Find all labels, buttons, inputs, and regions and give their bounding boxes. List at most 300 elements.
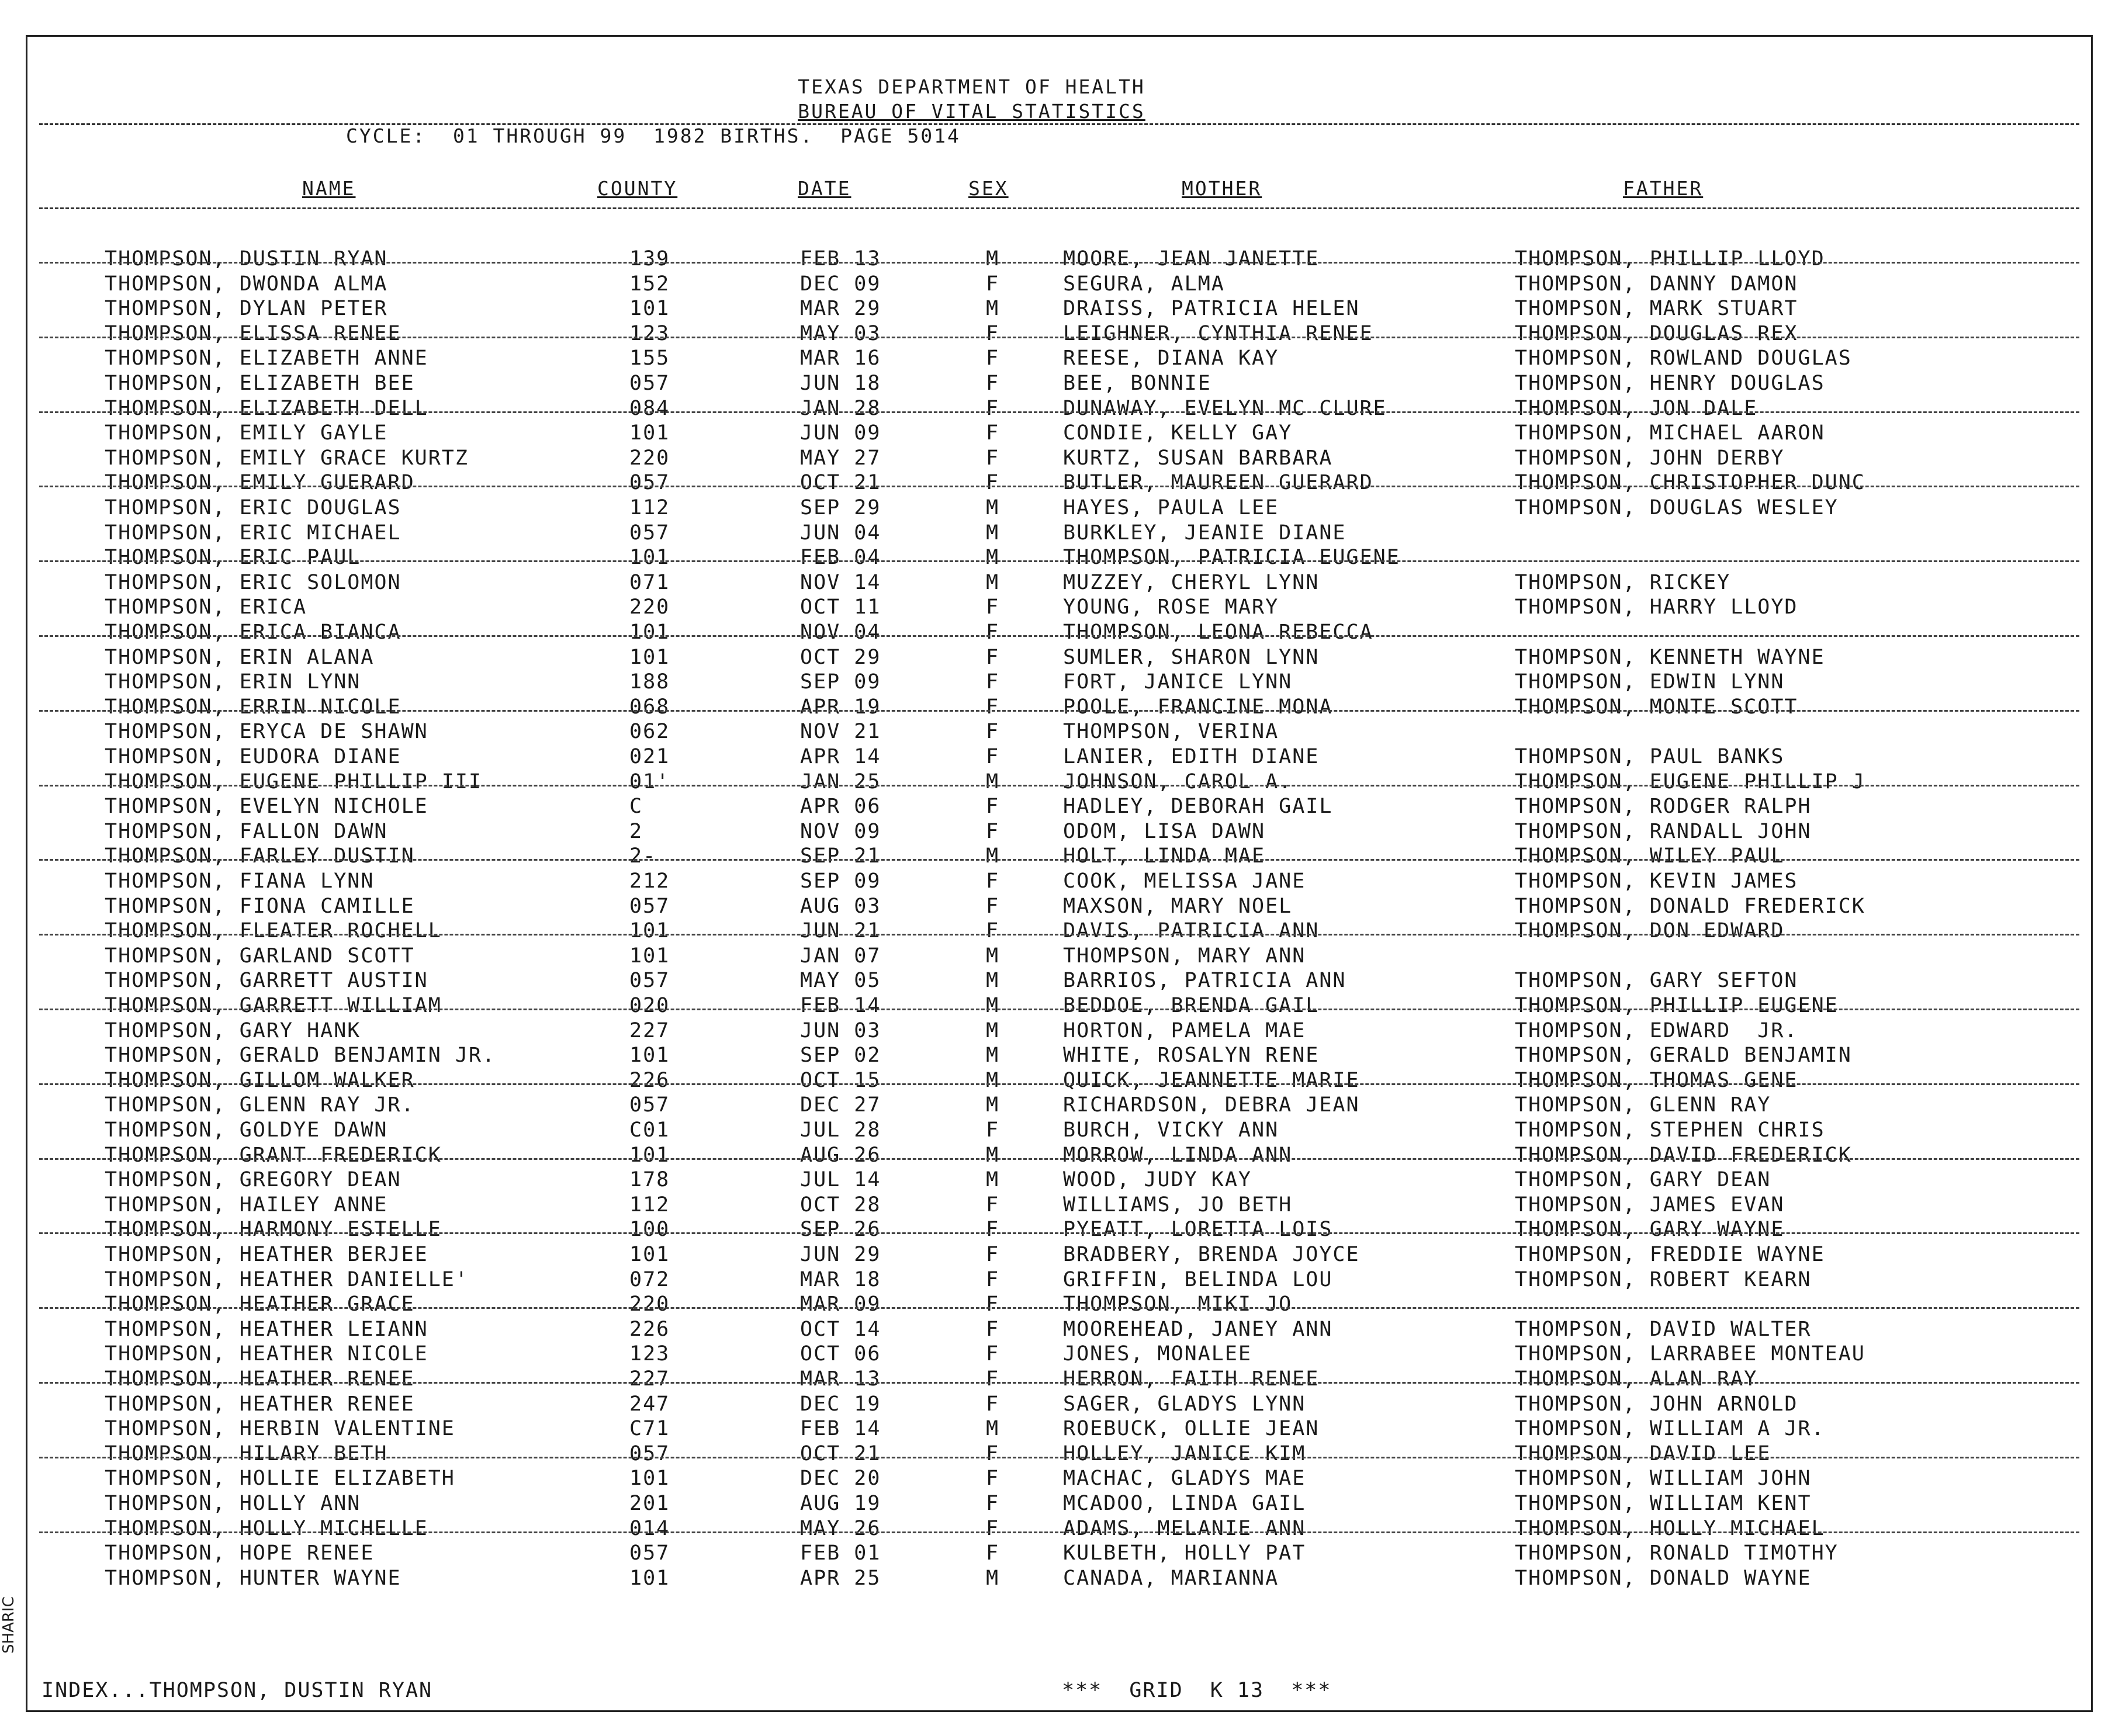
cell-name: THOMPSON, EUGENE PHILLIP III: [105, 770, 483, 793]
cell-name: THOMPSON, HOPE RENEE: [105, 1541, 375, 1565]
cell-name: THOMPSON, EMILY GAYLE: [105, 421, 388, 445]
cell-father: THOMPSON, EDWIN LYNN: [1515, 670, 1785, 694]
cell-name: THOMPSON, HERBIN VALENTINE: [105, 1417, 455, 1441]
cell-date: JAN 25: [800, 770, 881, 793]
cell-name: THOMPSON, EMILY GUERARD: [105, 471, 415, 495]
cell-date: FEB 13: [800, 247, 881, 271]
table-row: [27, 1118, 2091, 1144]
cell-date: OCT 29: [800, 645, 881, 669]
cell-name: THOMPSON, ERYCA DE SHAWN: [105, 720, 428, 744]
department-title: TEXAS DEPARTMENT OF HEALTH: [798, 75, 1145, 98]
cell-date: OCT 28: [800, 1193, 881, 1217]
cell-county: 057: [629, 471, 670, 495]
cell-name: THOMPSON, EVELYN NICHOLE: [105, 795, 428, 819]
cell-sex: M: [986, 1018, 1000, 1042]
cell-date: APR 14: [800, 745, 881, 768]
cell-county: 101: [629, 1467, 670, 1491]
cell-mother: GRIFFIN, BELINDA LOU: [1063, 1267, 1333, 1291]
cell-date: MAR 09: [800, 1293, 881, 1316]
cell-father: THOMPSON, DONALD WAYNE: [1515, 1566, 1812, 1590]
cell-county: 057: [629, 894, 670, 918]
cell-name: THOMPSON, GARY HANK: [105, 1018, 361, 1042]
cell-sex: F: [986, 1218, 1000, 1242]
cell-sex: F: [986, 1267, 1000, 1291]
cell-county: 101: [629, 919, 670, 943]
cell-father: THOMPSON, DON EDWARD: [1515, 919, 1785, 943]
cell-date: FEB 14: [800, 994, 881, 1017]
cell-county: 014: [629, 1516, 670, 1540]
cell-county: 212: [629, 869, 670, 893]
cell-name: THOMPSON, ELIZABETH BEE: [105, 372, 415, 395]
row-separator: [39, 859, 2079, 861]
cell-name: THOMPSON, EMILY GRACE KURTZ: [105, 446, 469, 470]
cell-father: THOMPSON, HENRY DOUGLAS: [1515, 372, 1825, 395]
cell-father: THOMPSON, PHILLIP LLOYD: [1515, 247, 1825, 271]
cell-date: OCT 06: [800, 1342, 881, 1366]
cell-sex: F: [986, 1367, 1000, 1391]
cell-name: THOMPSON, FIANA LYNN: [105, 869, 375, 893]
cell-sex: M: [986, 1168, 1000, 1192]
cell-county: 227: [629, 1367, 670, 1391]
table-row: [27, 670, 2091, 695]
table-row: [27, 421, 2091, 446]
cell-mother: ODOM, LISA DAWN: [1063, 819, 1266, 843]
cell-mother: DRAISS, PATRICIA HELEN: [1063, 297, 1360, 321]
table-row: [27, 770, 2091, 795]
cell-date: JUL 28: [800, 1118, 881, 1142]
cell-date: OCT 15: [800, 1068, 881, 1092]
table-row: [27, 795, 2091, 820]
cell-name: THOMPSON, FARLEY DUSTIN: [105, 844, 415, 868]
cell-mother: SAGER, GLADYS LYNN: [1063, 1392, 1306, 1416]
cell-name: THOMPSON, HEATHER DANIELLE': [105, 1267, 469, 1291]
cell-father: THOMPSON, DAVID WALTER: [1515, 1317, 1812, 1341]
cell-sex: F: [986, 1492, 1000, 1515]
cell-mother: THOMPSON, LEONA REBECCA: [1063, 621, 1373, 644]
cell-county: 057: [629, 969, 670, 993]
cell-sex: M: [986, 844, 1000, 868]
cell-father: THOMPSON, THOMAS GENE: [1515, 1068, 1798, 1092]
cell-name: THOMPSON, ELIZABETH DELL: [105, 396, 428, 420]
cell-name: THOMPSON, GOLDYE DAWN: [105, 1118, 388, 1142]
cell-sex: M: [986, 546, 1000, 570]
cell-sex: F: [986, 869, 1000, 893]
cell-name: THOMPSON, HEATHER RENEE: [105, 1392, 415, 1416]
cell-date: JUL 14: [800, 1168, 881, 1192]
cell-mother: HORTON, PAMELA MAE: [1063, 1018, 1306, 1042]
cell-mother: RICHARDSON, DEBRA JEAN: [1063, 1093, 1360, 1117]
cell-county: 100: [629, 1218, 670, 1242]
cell-father: THOMPSON, PAUL BANKS: [1515, 745, 1785, 768]
cell-sex: F: [986, 321, 1000, 345]
cell-name: THOMPSON, GARRETT AUSTIN: [105, 969, 428, 993]
cell-name: THOMPSON, ERIN LYNN: [105, 670, 361, 694]
cell-sex: M: [986, 496, 1000, 519]
cell-name: THOMPSON, HEATHER NICOLE: [105, 1342, 428, 1366]
cell-county: 101: [629, 944, 670, 968]
cell-sex: F: [986, 1516, 1000, 1540]
cell-county: 247: [629, 1392, 670, 1416]
cell-sex: F: [986, 894, 1000, 918]
cell-date: MAY 26: [800, 1516, 881, 1540]
row-separator: [39, 486, 2079, 487]
table-row: [27, 272, 2091, 297]
cell-county: 188: [629, 670, 670, 694]
cell-father: THOMPSON, RANDALL JOHN: [1515, 819, 1812, 843]
row-separator: [39, 262, 2079, 264]
cell-mother: BEDDOE, BRENDA GAIL: [1063, 994, 1320, 1017]
cell-date: AUG 26: [800, 1143, 881, 1167]
cell-father: THOMPSON, RICKEY: [1515, 570, 1731, 594]
table-row: [27, 994, 2091, 1019]
cell-name: THOMPSON, HAILEY ANNE: [105, 1193, 388, 1217]
grid-footer: *** GRID K 13 ***: [1062, 1679, 1332, 1702]
table-row: [27, 322, 2091, 347]
cell-mother: BEE, BONNIE: [1063, 372, 1211, 395]
cell-father: THOMPSON, WILLIAM A JR.: [1515, 1417, 1825, 1441]
cell-mother: YOUNG, ROSE MARY: [1063, 595, 1279, 619]
column-header-county: COUNTY: [597, 177, 678, 200]
cell-county: 072: [629, 1267, 670, 1291]
cell-mother: MAXSON, MARY NOEL: [1063, 894, 1293, 918]
table-row: [27, 546, 2091, 571]
cell-county: 152: [629, 272, 670, 296]
side-mark: SHARIC: [0, 1596, 18, 1654]
cell-date: SEP 29: [800, 496, 881, 519]
index-footer: INDEX...THOMPSON, DUSTIN RYAN: [41, 1679, 433, 1702]
record-page: [26, 35, 2093, 1712]
row-separator: [39, 1531, 2079, 1533]
table-row: [27, 969, 2091, 994]
table-row: [27, 1193, 2091, 1218]
cell-father: THOMPSON, DAVID LEE: [1515, 1442, 1771, 1465]
table-row: [27, 446, 2091, 472]
row-separator: [39, 1457, 2079, 1458]
cell-name: THOMPSON, HEATHER RENEE: [105, 1367, 415, 1391]
cell-mother: JOHNSON, CAROL A.: [1063, 770, 1293, 793]
cell-father: THOMPSON, MARK STUART: [1515, 297, 1798, 321]
header-divider-bottom: [39, 207, 2079, 209]
cell-sex: M: [986, 969, 1000, 993]
cell-name: THOMPSON, ERIC MICHAEL: [105, 521, 401, 545]
cell-mother: ADAMS, MELANIE ANN: [1063, 1516, 1306, 1540]
cell-date: JUN 03: [800, 1018, 881, 1042]
cell-date: FEB 01: [800, 1541, 881, 1565]
cell-county: 226: [629, 1068, 670, 1092]
cell-county: 057: [629, 1093, 670, 1117]
cell-sex: F: [986, 695, 1000, 719]
cell-name: THOMPSON, ERIC DOUGLAS: [105, 496, 401, 519]
cell-name: THOMPSON, ERICA BIANCA: [105, 621, 401, 644]
cell-mother: MORROW, LINDA ANN: [1063, 1143, 1293, 1167]
table-row: [27, 1442, 2091, 1467]
table-row: [27, 595, 2091, 621]
cell-date: JUN 04: [800, 521, 881, 545]
cell-mother: BARRIOS, PATRICIA ANN: [1063, 969, 1346, 993]
cell-name: THOMPSON, HOLLY ANN: [105, 1492, 361, 1515]
cell-mother: WILLIAMS, JO BETH: [1063, 1193, 1293, 1217]
cell-date: NOV 09: [800, 819, 881, 843]
cell-date: OCT 14: [800, 1317, 881, 1341]
cell-sex: F: [986, 471, 1000, 495]
cell-county: 226: [629, 1317, 670, 1341]
cell-name: THOMPSON, ERIN ALANA: [105, 645, 375, 669]
cell-mother: THOMPSON, PATRICIA EUGENE: [1063, 546, 1400, 570]
table-row: [27, 1417, 2091, 1442]
table-row: [27, 1392, 2091, 1418]
cell-name: THOMPSON, EUDORA DIANE: [105, 745, 401, 768]
cell-date: DEC 20: [800, 1467, 881, 1491]
cell-name: THOMPSON, DYLAN PETER: [105, 297, 388, 321]
table-row: [27, 1517, 2091, 1542]
cell-mother: HOLT, LINDA MAE: [1063, 844, 1266, 868]
cell-mother: MCADOO, LINDA GAIL: [1063, 1492, 1306, 1515]
cell-county: 101: [629, 421, 670, 445]
cell-sex: M: [986, 1143, 1000, 1167]
cell-name: THOMPSON, FALLON DAWN: [105, 819, 388, 843]
table-row: [27, 346, 2091, 372]
cell-father: THOMPSON, ALAN RAY: [1515, 1367, 1758, 1391]
cell-name: THOMPSON, FLEATER ROCHELL: [105, 919, 442, 943]
cell-father: THOMPSON, EUGENE PHILLIP J: [1515, 770, 1865, 793]
cell-date: FEB 14: [800, 1417, 881, 1441]
cell-mother: QUICK, JEANNETTE MARIE: [1063, 1068, 1360, 1092]
cell-sex: M: [986, 994, 1000, 1017]
table-row: [27, 720, 2091, 745]
cell-name: THOMPSON, GARRETT WILLIAM: [105, 994, 442, 1017]
cell-date: JAN 07: [800, 944, 881, 968]
cell-sex: F: [986, 720, 1000, 744]
cell-father: THOMPSON, WILLIAM JOHN: [1515, 1467, 1812, 1491]
cell-name: THOMPSON, GARLAND SCOTT: [105, 944, 415, 968]
cell-father: THOMPSON, HOLLY MICHAEL: [1515, 1516, 1825, 1540]
table-row: [27, 1168, 2091, 1193]
cell-county: 220: [629, 446, 670, 470]
cell-mother: POOLE, FRANCINE MONA: [1063, 695, 1333, 719]
cell-sex: F: [986, 670, 1000, 694]
cell-county: 057: [629, 372, 670, 395]
cell-date: JUN 18: [800, 372, 881, 395]
cell-sex: M: [986, 1068, 1000, 1092]
cell-mother: BURKLEY, JEANIE DIANE: [1063, 521, 1346, 545]
cell-mother: JONES, MONALEE: [1063, 1342, 1252, 1366]
cell-sex: M: [986, 297, 1000, 321]
table-row: [27, 944, 2091, 969]
cell-county: 021: [629, 745, 670, 768]
row-separator: [39, 411, 2079, 413]
cell-date: JUN 21: [800, 919, 881, 943]
cell-county: 101: [629, 645, 670, 669]
cell-county: 123: [629, 1342, 670, 1366]
cell-date: APR 25: [800, 1566, 881, 1590]
cell-date: SEP 09: [800, 869, 881, 893]
cell-mother: HOLLEY, JANICE KIM: [1063, 1442, 1306, 1465]
cell-mother: THOMPSON, MARY ANN: [1063, 944, 1306, 968]
cell-date: MAY 03: [800, 321, 881, 345]
cell-sex: F: [986, 595, 1000, 619]
cell-mother: CANADA, MARIANNA: [1063, 1566, 1279, 1590]
table-row: [27, 496, 2091, 521]
cell-county: 057: [629, 1541, 670, 1565]
cell-father: THOMPSON, GARY WAYNE: [1515, 1218, 1785, 1242]
cell-county: 101: [629, 1243, 670, 1266]
table-row: [27, 397, 2091, 422]
cell-sex: F: [986, 1541, 1000, 1565]
cell-mother: KULBETH, HOLLY PAT: [1063, 1541, 1306, 1565]
cell-county: C01: [629, 1118, 670, 1142]
cell-sex: F: [986, 1118, 1000, 1142]
column-header-name: NAME: [302, 177, 356, 200]
cell-date: OCT 21: [800, 471, 881, 495]
cell-county: 178: [629, 1168, 670, 1192]
cell-name: THOMPSON, GERALD BENJAMIN JR.: [105, 1044, 496, 1068]
row-separator: [39, 1382, 2079, 1384]
row-separator: [39, 1083, 2079, 1085]
cell-mother: HADLEY, DEBORAH GAIL: [1063, 795, 1333, 819]
cell-county: 068: [629, 695, 670, 719]
cell-mother: SEGURA, ALMA: [1063, 272, 1225, 296]
cell-county: 101: [629, 1143, 670, 1167]
table-row: [27, 1093, 2091, 1118]
cell-name: THOMPSON, ELIZABETH ANNE: [105, 346, 428, 370]
cell-date: DEC 27: [800, 1093, 881, 1117]
cell-sex: F: [986, 446, 1000, 470]
cell-date: SEP 02: [800, 1044, 881, 1068]
table-row: [27, 521, 2091, 546]
cell-father: THOMPSON, RONALD TIMOTHY: [1515, 1541, 1839, 1565]
cell-sex: M: [986, 1093, 1000, 1117]
cell-county: 057: [629, 1442, 670, 1465]
cell-father: THOMPSON, DAVID FREDERICK: [1515, 1143, 1852, 1167]
cell-mother: WOOD, JUDY KAY: [1063, 1168, 1252, 1192]
cell-sex: M: [986, 521, 1000, 545]
cell-sex: F: [986, 819, 1000, 843]
cell-name: THOMPSON, DUSTIN RYAN: [105, 247, 388, 271]
cell-mother: CONDIE, KELLY GAY: [1063, 421, 1293, 445]
column-header-sex: SEX: [968, 177, 1009, 200]
cell-mother: REESE, DIANA KAY: [1063, 346, 1279, 370]
cell-father: THOMPSON, GERALD BENJAMIN: [1515, 1044, 1852, 1068]
cell-date: NOV 14: [800, 570, 881, 594]
table-row: [27, 1044, 2091, 1069]
table-row: [27, 1367, 2091, 1392]
cell-mother: MACHAC, GLADYS MAE: [1063, 1467, 1306, 1491]
cell-date: MAY 27: [800, 446, 881, 470]
cell-name: THOMPSON, ERICA: [105, 595, 307, 619]
cell-county: 101: [629, 1044, 670, 1068]
cell-county: 101: [629, 1566, 670, 1590]
cell-father: THOMPSON, DANNY DAMON: [1515, 272, 1798, 296]
cell-father: THOMPSON, FREDDIE WAYNE: [1515, 1243, 1825, 1266]
table-row: [27, 869, 2091, 895]
cell-name: THOMPSON, ELISSA RENEE: [105, 321, 401, 345]
cell-sex: F: [986, 1467, 1000, 1491]
cell-father: THOMPSON, ROWLAND DOUGLAS: [1515, 346, 1852, 370]
table-row: [27, 895, 2091, 920]
cell-mother: DUNAWAY, EVELYN MC CLURE: [1063, 396, 1387, 420]
cell-mother: BRADBERY, BRENDA JOYCE: [1063, 1243, 1360, 1266]
cell-county: 112: [629, 1193, 670, 1217]
cell-sex: M: [986, 770, 1000, 793]
cell-name: THOMPSON, GRANT FREDERICK: [105, 1143, 442, 1167]
row-separator: [39, 1158, 2079, 1160]
cell-date: APR 19: [800, 695, 881, 719]
cell-father: THOMPSON, GARY DEAN: [1515, 1168, 1771, 1192]
cell-mother: THOMPSON, MIKI JO: [1063, 1293, 1293, 1316]
cell-county: 155: [629, 346, 670, 370]
table-row: [27, 1293, 2091, 1318]
cell-date: MAR 13: [800, 1367, 881, 1391]
cell-county: 2-: [629, 844, 657, 868]
cell-sex: F: [986, 1392, 1000, 1416]
cell-father: THOMPSON, CHRISTOPHER DUNC: [1515, 471, 1865, 495]
row-separator: [39, 1307, 2079, 1309]
cell-date: DEC 19: [800, 1392, 881, 1416]
cell-name: THOMPSON, HUNTER WAYNE: [105, 1566, 401, 1590]
cell-father: THOMPSON, JOHN DERBY: [1515, 446, 1785, 470]
cell-father: THOMPSON, JOHN ARNOLD: [1515, 1392, 1798, 1416]
cell-father: THOMPSON, RODGER RALPH: [1515, 795, 1812, 819]
cell-father: THOMPSON, MICHAEL AARON: [1515, 421, 1825, 445]
row-separator: [39, 635, 2079, 637]
cell-name: THOMPSON, FIONA CAMILLE: [105, 894, 415, 918]
cell-father: THOMPSON, GARY SEFTON: [1515, 969, 1798, 993]
cell-date: OCT 11: [800, 595, 881, 619]
cell-mother: DAVIS, PATRICIA ANN: [1063, 919, 1320, 943]
cell-sex: M: [986, 944, 1000, 968]
table-row: [27, 1069, 2091, 1094]
cell-father: THOMPSON, KENNETH WAYNE: [1515, 645, 1825, 669]
cell-date: MAY 05: [800, 969, 881, 993]
cell-date: SEP 26: [800, 1218, 881, 1242]
cell-mother: KURTZ, SUSAN BARBARA: [1063, 446, 1333, 470]
cell-county: C: [629, 795, 643, 819]
cell-father: THOMPSON, HARRY LLOYD: [1515, 595, 1798, 619]
cell-county: 220: [629, 1293, 670, 1316]
cell-sex: F: [986, 396, 1000, 420]
cell-date: FEB 04: [800, 546, 881, 570]
table-row: [27, 571, 2091, 596]
table-row: [27, 1218, 2091, 1243]
cell-sex: F: [986, 1293, 1000, 1316]
cell-county: 2: [629, 819, 643, 843]
cell-name: THOMPSON, HOLLIE ELIZABETH: [105, 1467, 455, 1491]
cell-date: AUG 03: [800, 894, 881, 918]
cell-sex: M: [986, 570, 1000, 594]
cell-sex: M: [986, 1566, 1000, 1590]
cell-sex: F: [986, 621, 1000, 644]
cell-name: THOMPSON, HILARY BETH: [105, 1442, 388, 1465]
cell-mother: SUMLER, SHARON LYNN: [1063, 645, 1320, 669]
cell-father: THOMPSON, EDWARD JR.: [1515, 1018, 1798, 1042]
cell-date: DEC 09: [800, 272, 881, 296]
row-separator: [39, 785, 2079, 786]
table-row: [27, 1492, 2091, 1517]
table-row: [27, 1144, 2091, 1169]
cell-county: 01': [629, 770, 670, 793]
table-row: [27, 621, 2091, 646]
cell-sex: F: [986, 919, 1000, 943]
cell-county: 101: [629, 297, 670, 321]
cell-date: SEP 21: [800, 844, 881, 868]
table-row: [27, 1318, 2091, 1343]
table-row: [27, 297, 2091, 322]
cell-father: THOMPSON, WILEY PAUL: [1515, 844, 1785, 868]
cell-county: C71: [629, 1417, 670, 1441]
cell-name: THOMPSON, DWONDA ALMA: [105, 272, 388, 296]
cell-father: THOMPSON, MONTE SCOTT: [1515, 695, 1798, 719]
cell-sex: F: [986, 1317, 1000, 1341]
